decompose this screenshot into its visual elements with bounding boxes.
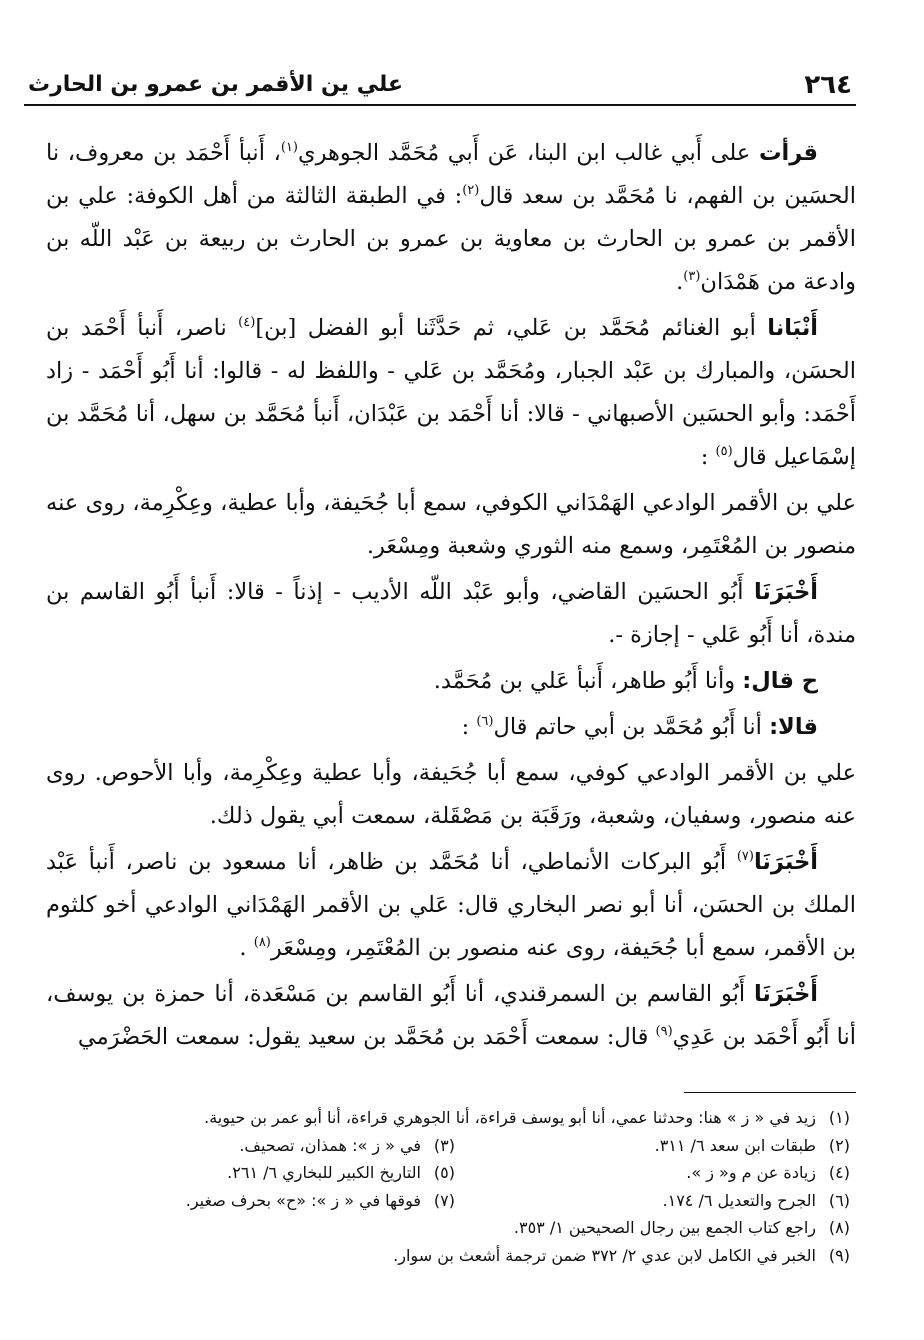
footnote bbox=[514, 1214, 850, 1242]
footnote-ref[interactable]: (٣) bbox=[683, 269, 701, 284]
quote-paragraph bbox=[46, 752, 856, 838]
footnote bbox=[204, 1104, 850, 1132]
footnote-text: التاريخ الكبير للبخاري ٦/ ٢٦١. bbox=[227, 1163, 421, 1182]
chain-keyword: قرأت bbox=[758, 140, 818, 166]
footnote-ref[interactable]: (٩) bbox=[655, 1024, 673, 1039]
footnote-row bbox=[60, 1187, 850, 1215]
footnote-number: (٧) bbox=[433, 1190, 455, 1210]
footnote-divider bbox=[684, 1092, 856, 1093]
footnote-number: (٩) bbox=[828, 1245, 850, 1265]
footnote-number: (٨) bbox=[828, 1218, 850, 1237]
footnote-text: الخبر في الكامل لابن عدي ٢/ ٣٧٢ ضمن ترجمة أشعث بن سوار. bbox=[393, 1245, 816, 1265]
footnote-text: طبقات ابن سعد ٦/ ٣١١. bbox=[654, 1135, 816, 1155]
footnote bbox=[393, 1242, 850, 1270]
footnote-text: الجرح والتعديل ٦/ ١٧٤. bbox=[662, 1190, 816, 1210]
footnote-ref[interactable]: (٤) bbox=[238, 315, 256, 330]
paragraph-text: ، أَنبأ أَحْمَد بن معروف، نا الحسَين بن الفهم، نا مُحَمَّد بن سعد قال bbox=[46, 140, 856, 209]
footnote-text: فوقها في « ز »: «ح» بحرف صغير. bbox=[185, 1190, 421, 1210]
chain-keyword: قالا: bbox=[769, 714, 818, 740]
footnote-row bbox=[60, 1214, 850, 1242]
paragraph-text: : bbox=[461, 714, 477, 740]
page-number: ٢٦٤ bbox=[804, 70, 852, 100]
page-header bbox=[24, 64, 856, 106]
paragraph-text: . bbox=[239, 935, 254, 961]
footnote-ref[interactable]: (٧) bbox=[736, 849, 754, 864]
paragraph bbox=[46, 571, 856, 657]
footnote-text: زيد في « ز » هنا: وحدثنا عمي، أنا أبو يوسف قراءة، أنا الجوهري قراءة، أنا أبو عمر بن حيوية. bbox=[204, 1108, 816, 1127]
footnote-text: زيادة عن م و« ز ». bbox=[686, 1163, 816, 1182]
paragraph bbox=[46, 660, 856, 703]
footnote-ref[interactable]: (١) bbox=[280, 140, 298, 155]
paragraph-text: وأنا أَبُو طاهر، أَنبأ عَلي بن مُحَمَّد. bbox=[433, 668, 743, 694]
paragraph-text: أبو الغنائم مُحَمَّد بن عَلي، ثم حَدَّثَنا أبو الفضل [بن] bbox=[255, 315, 768, 341]
paragraph-text: أَبُو البركات الأنماطي، أنا مُحَمَّد بن ظاهر، أنا مسعود بن ناصر، أَنبأ عَبْد الملك بن الحسَن، أنا أبو نصر البخاري قال: عَلي بن الأقمر الهَمْدَاني الوادعي أخو كلثوم بن الأقمر، سمع أبا جُحَيفة، روى عنه منصور بن المُعْتَمِر، ومِسْعَر bbox=[46, 849, 856, 961]
paragraph-text: : bbox=[700, 444, 716, 470]
paragraph-text: أنا أَبُو مُحَمَّد بن أبي حاتم قال bbox=[493, 714, 770, 740]
footnote-text: في « ز »: همذان، تصحيف. bbox=[239, 1135, 421, 1155]
running-title: علي ين الأقمر بن عمرو بن الحارث bbox=[28, 72, 403, 97]
footnote-ref[interactable]: (٥) bbox=[715, 444, 733, 459]
footnote bbox=[60, 1132, 455, 1160]
chain-keyword: أَنْبَانا bbox=[767, 315, 818, 341]
paragraph-text: أَبُو القاسم بن السمرقندي، أنا أَبُو القاسم بن مَسْعَدة، أنا حمزة بن يوسف، أنا أَبُو أَحْمَد بن عَدِي bbox=[46, 981, 856, 1050]
footnote-number: (٦) bbox=[828, 1190, 850, 1210]
paragraph-text: علي بن الأقمر الوادعي الهَمْدَاني الكوفي، سمع أبا جُحَيفة، وأبا عطية، وعِكْرِمة، روى عنه منصور بن المُعْتَمِر، وسمع منه الثوري وشعبة ومِسْعَر. bbox=[46, 490, 856, 559]
paragraph bbox=[46, 132, 856, 304]
footnote-row bbox=[60, 1104, 850, 1132]
paragraph-text: على أَبي غالب ابن البنا، عَن أَبي مُحَمَّد الجوهري bbox=[297, 140, 759, 166]
footnote bbox=[60, 1159, 455, 1187]
footnote-ref[interactable]: (٦) bbox=[476, 714, 494, 729]
paragraph bbox=[46, 841, 856, 970]
footnote bbox=[455, 1159, 850, 1187]
paragraph bbox=[46, 973, 856, 1059]
paragraph-text: أَبُو الحسَين القاضي، وأبو عَبْد اللّه الأديب - إذناً - قالا: أَنبأ أَبُو القاسم بن مندة، أنا أَبُو عَلي - إجازة -. bbox=[46, 579, 856, 648]
footnote-number: (١) bbox=[828, 1108, 850, 1127]
footnote-number: (٢) bbox=[828, 1135, 850, 1155]
footnote-ref[interactable]: (٢) bbox=[462, 183, 480, 198]
footnote-row bbox=[60, 1159, 850, 1187]
chain-keyword: أَخْبَرَنَا bbox=[753, 579, 818, 605]
paragraph-text: ناصر، أَنبأ أَحْمَد بن الحسَن، والمبارك بن عَبْد الجبار، ومُحَمَّد بن عَلي - واللفظ له - قالوا: أنا أَبُو أَحْمَد - زاد أَحْمَد: وأبو الحسَين الأصبهاني - قالا: أنا أَحْمَد بن عَبْدَان، أَنبأ مُحَمَّد بن سهل، أنا مُحَمَّد بن إسْمَاعيل قال bbox=[46, 315, 856, 470]
paragraph bbox=[46, 307, 856, 479]
main-text bbox=[46, 132, 856, 1062]
footnote-text: راجع كتاب الجمع بين رجال الصحيحين ١/ ٣٥٣. bbox=[513, 1218, 816, 1237]
chain-keyword: أَخْبَرَنَا bbox=[753, 981, 818, 1007]
paragraph-text: علي بن الأقمر الوادعي كوفي، سمع أبا جُحَيفة، وأبا عطية وعِكْرِمة، وأبا الأحوص. روى عنه منصور، وسفيان، وشعبة، ورَقَبَة بن مَصْقَلة، سمعت أبي يقول ذلك. bbox=[46, 760, 856, 829]
footnote-number: (٣) bbox=[433, 1135, 455, 1155]
chain-keyword: ح قال: bbox=[742, 668, 818, 694]
footnote-row bbox=[60, 1132, 850, 1160]
footnote-row bbox=[60, 1242, 850, 1270]
paragraph-text: . bbox=[676, 269, 684, 295]
paragraph bbox=[46, 706, 856, 749]
footnote-number: (٥) bbox=[433, 1163, 455, 1182]
chain-keyword: أَخْبَرَنَا bbox=[753, 849, 818, 875]
footnote bbox=[60, 1187, 455, 1215]
footnote-ref[interactable]: (٨) bbox=[253, 935, 271, 950]
quote-paragraph bbox=[46, 482, 856, 568]
footnote bbox=[455, 1132, 850, 1160]
paragraph-text: قال: سمعت أَحْمَد بن مُحَمَّد بن سعيد يقول: سمعت الحَضْرَمي bbox=[77, 1024, 656, 1050]
footnotes bbox=[60, 1104, 850, 1269]
footnote-number: (٤) bbox=[828, 1163, 850, 1182]
footnote bbox=[455, 1187, 850, 1215]
paragraph-text: : في الطبقة الثالثة من أهل الكوفة: علي بن الأقمر بن عمرو بن الحارث بن معاوية بن عمرو بن الحارث بن ربيعة بن عَبْد اللّه بن وادعة من هَمْدَان bbox=[46, 183, 856, 295]
